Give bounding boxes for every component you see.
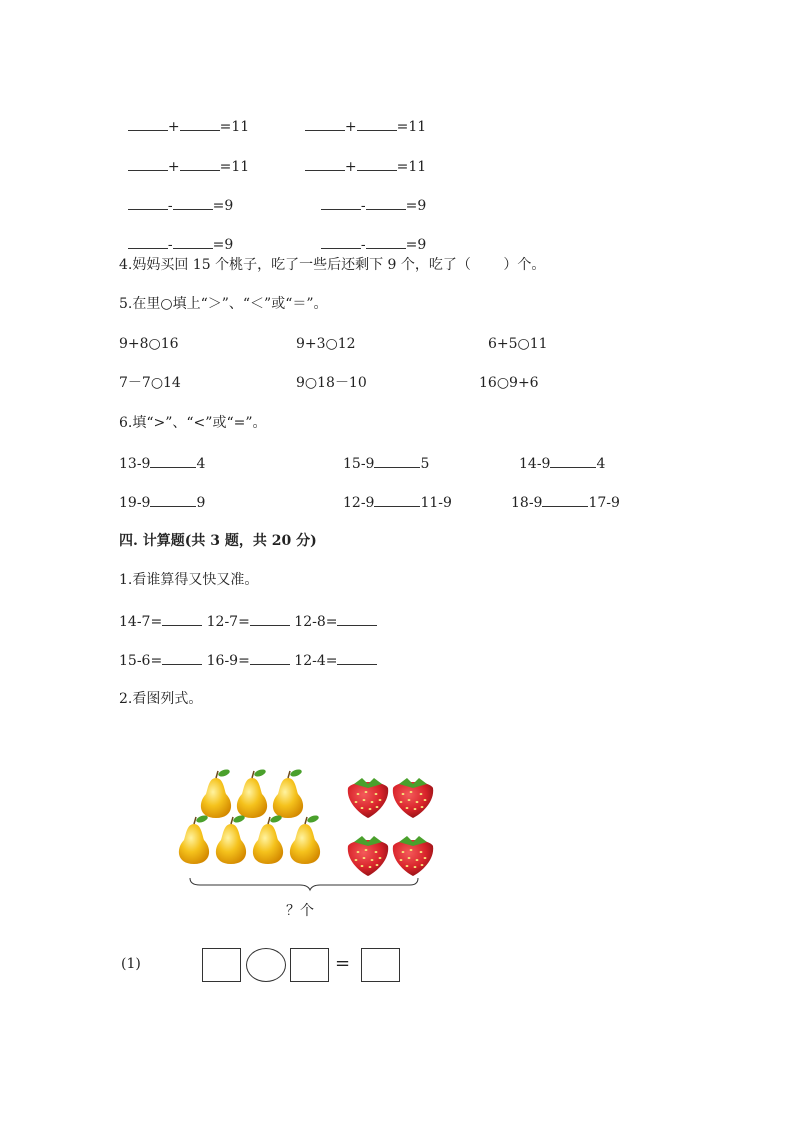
expr-right: 4: [196, 456, 206, 472]
answer-blank[interactable]: [250, 611, 290, 626]
expr-right: 11-9: [420, 495, 452, 511]
result: =9: [212, 237, 234, 253]
q6-item: [343, 453, 429, 473]
answer-blank[interactable]: [180, 116, 220, 131]
answer-blank[interactable]: [337, 650, 377, 665]
answer-blank[interactable]: [366, 195, 406, 210]
section-title: 四. 计算题(共 3 题，共 20 分): [119, 533, 317, 549]
blank-row-4-right: [312, 216, 426, 254]
answer-box-result[interactable]: [361, 948, 400, 982]
pear-icon: [273, 768, 303, 818]
calc-expr: 12-7=: [206, 614, 250, 630]
pear-icon: [216, 814, 246, 864]
operator: -: [167, 198, 173, 214]
expr-left: 13-9: [119, 456, 151, 472]
q6-item: [119, 453, 205, 473]
calc-2-title: 2.看图列式。: [119, 691, 203, 707]
answer-blank[interactable]: [357, 116, 397, 131]
result: =11: [396, 119, 427, 135]
calc-row: [119, 650, 377, 670]
expr-right: 17-9: [588, 495, 620, 511]
answer-blank[interactable]: [150, 492, 196, 507]
calc-1-title: 1.看谁算得又快又准。: [119, 572, 259, 588]
calc-expr: 14-7=: [119, 614, 163, 630]
pear-icon: [253, 814, 283, 864]
question-4: 4.妈妈买回 15 个桃子，吃了一些后还剩下 9 个，吃了（ ）个。: [119, 257, 546, 273]
q6-item: [119, 492, 205, 512]
q5-item: 9+8○16: [119, 336, 179, 352]
blank-row-1-right: [296, 98, 426, 136]
q6-item: [343, 492, 452, 512]
strawberry-icon: [348, 836, 388, 876]
operator: +: [167, 119, 180, 135]
answer-blank[interactable]: [128, 116, 168, 131]
answer-blank[interactable]: [374, 492, 420, 507]
expr-left: 14-9: [519, 456, 551, 472]
operator: +: [167, 159, 180, 175]
blank-row-1: [119, 98, 249, 136]
answer-blank[interactable]: [162, 650, 202, 665]
expr-left: 18-9: [511, 495, 543, 511]
pear-icon: [179, 814, 209, 864]
expr-left: 19-9: [119, 495, 151, 511]
answer-blank[interactable]: [321, 195, 361, 210]
fruit-picture: [170, 768, 450, 928]
answer-blank[interactable]: [250, 650, 290, 665]
blank-row-4: [119, 216, 233, 254]
answer-blank[interactable]: [366, 234, 406, 249]
result: =9: [405, 198, 427, 214]
expr-left: 15-9: [343, 456, 375, 472]
operator: +: [344, 119, 357, 135]
q5-item: 6+5○11: [488, 336, 548, 352]
calc-expr: 12-4=: [294, 653, 338, 669]
calc-expr: 12-8=: [294, 614, 338, 630]
expr-left: 12-9: [343, 495, 375, 511]
blank-row-3: [119, 177, 233, 215]
q5-item: 9○18－10: [296, 375, 367, 391]
answer-blank[interactable]: [150, 453, 196, 468]
blank-row-2: [119, 138, 249, 176]
operator: +: [344, 159, 357, 175]
pear-icon: [290, 814, 320, 864]
answer-blank[interactable]: [374, 453, 420, 468]
expr-right: 4: [596, 456, 606, 472]
answer-blank[interactable]: [128, 195, 168, 210]
answer-blank[interactable]: [542, 492, 588, 507]
q5-item: 7－7○14: [119, 375, 181, 391]
calc-expr: 15-6=: [119, 653, 163, 669]
answer-blank[interactable]: [550, 453, 596, 468]
question-6-title: 6.填“>”、“<”或“=”。: [119, 415, 267, 431]
answer-blank[interactable]: [305, 156, 345, 171]
answer-blank[interactable]: [180, 156, 220, 171]
operator: -: [360, 198, 366, 214]
answer-blank[interactable]: [173, 195, 213, 210]
blank-row-3-right: [312, 177, 426, 215]
q5-item: 9+3○12: [296, 336, 356, 352]
result: =11: [219, 159, 250, 175]
answer-blank[interactable]: [162, 611, 202, 626]
result: =9: [212, 198, 234, 214]
answer-blank[interactable]: [357, 156, 397, 171]
result: =9: [405, 237, 427, 253]
operator: -: [360, 237, 366, 253]
result: =11: [396, 159, 427, 175]
answer-box-2[interactable]: [290, 948, 329, 982]
equals-sign: =: [335, 953, 351, 974]
result: =11: [219, 119, 250, 135]
answer-blank[interactable]: [321, 234, 361, 249]
blank-row-2-right: [296, 138, 426, 176]
calc-expr: 16-9=: [206, 653, 250, 669]
answer-blank[interactable]: [128, 234, 168, 249]
answer-blank[interactable]: [337, 611, 377, 626]
answer-box-1[interactable]: [202, 948, 241, 982]
strawberry-icon: [393, 778, 433, 818]
answer-blank[interactable]: [305, 116, 345, 131]
answer-blank[interactable]: [173, 234, 213, 249]
answer-blank[interactable]: [128, 156, 168, 171]
operator: -: [167, 237, 173, 253]
strawberry-icon: [393, 836, 433, 876]
q6-item: [511, 492, 620, 512]
question-5-title: 5.在里○填上“＞”、“＜”或“＝”。: [119, 296, 328, 312]
brace: [190, 878, 418, 890]
pear-icon: [237, 768, 267, 818]
calc-row: [119, 611, 377, 631]
q5-item: 16○9+6: [479, 375, 539, 391]
pear-icon: [201, 768, 231, 818]
expr-right: 9: [196, 495, 206, 511]
q6-item: [519, 453, 605, 473]
expr-right: 5: [420, 456, 430, 472]
answer-label: (1): [121, 956, 141, 972]
strawberry-icon: [348, 778, 388, 818]
question-label: ？个: [286, 903, 314, 919]
operator-oval[interactable]: [246, 948, 286, 982]
